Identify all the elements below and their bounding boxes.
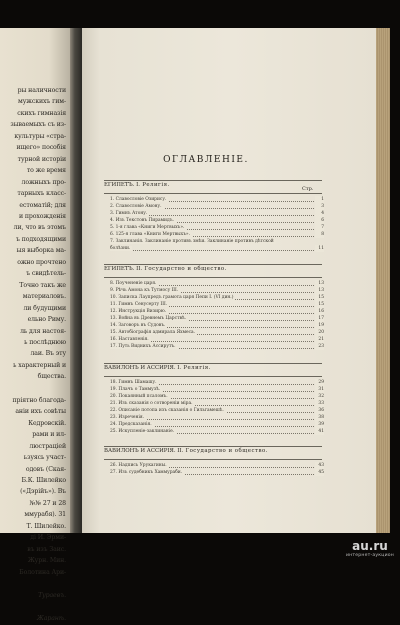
toc-entry <box>104 379 324 386</box>
toc-entry <box>104 393 324 400</box>
toc-entry-page: 4 <box>315 210 324 217</box>
section-rule <box>104 264 322 265</box>
left-page-text <box>0 85 66 625</box>
toc-entry-page: 3 <box>315 203 324 210</box>
toc-entry-page: 15 <box>315 294 324 301</box>
toc-entry-title: 13. Война въ Древнемъ Царствѣ. <box>110 316 187 322</box>
left-page-line: зываемыхъ съ из- <box>10 121 66 129</box>
toc-section-heading <box>104 182 324 188</box>
toc-entry-page: 6 <box>315 217 324 224</box>
toc-entry-page: 7 <box>315 224 324 231</box>
toc-entry <box>104 224 324 231</box>
section-heading-part: ЕГИПЕТЪ. II. <box>104 266 143 272</box>
section-rule <box>104 363 322 364</box>
toc-entry-page: 20 <box>315 329 324 336</box>
toc-entry-list <box>104 462 324 476</box>
toc-entry <box>104 203 324 210</box>
toc-entry <box>104 343 324 350</box>
dot-leader <box>110 250 314 251</box>
toc-entry-page: 29 <box>315 379 324 386</box>
toc-entry-title: 4. Изъ Текстовъ Пирамидъ. <box>110 218 174 224</box>
toc-entry <box>104 400 324 407</box>
left-page-line: ь послѣднюю <box>24 338 66 346</box>
toc-entry-title: 1. Славословіе Озирису. <box>110 197 167 202</box>
toc-entry <box>104 196 324 203</box>
toc-entry-list <box>104 280 324 350</box>
toc-entry-title: 2. Славословіе Амону. <box>110 204 162 210</box>
left-page-line: ложныхъ про- <box>21 178 66 186</box>
left-page-line: ельно Риму. <box>27 316 66 324</box>
toc-entry-title: 8. Поучененіе царя. <box>110 281 157 286</box>
toc-entry <box>104 428 324 435</box>
toc-entry-title: 20. Покаянный псаломъ. <box>110 394 168 400</box>
left-page-line: ры наличности <box>17 87 66 94</box>
toc-entry-page: 13 <box>315 287 324 294</box>
left-page-line: въ изъ Заис. <box>27 545 66 553</box>
toc-entry-page: 33 <box>315 400 324 407</box>
toc-entry-title: 26. Надпись Урукагины. <box>110 463 167 468</box>
toc-entry <box>104 245 324 252</box>
left-page-line: скихъ гимназія <box>17 109 66 117</box>
left-page-line: мужскихъ гим- <box>18 98 66 106</box>
toc-entry-title: 11. Гимнъ Сенусерту III. <box>110 302 168 308</box>
toc-entry-title: 17. Путь Виднихъ Ассирутъ. <box>110 344 176 350</box>
section-heading-part: ЕГИПЕТЪ. I. <box>104 182 140 188</box>
toc-entry-page: 31 <box>315 386 324 393</box>
section-rule <box>104 277 322 278</box>
left-page-line: то же время <box>26 167 66 175</box>
left-page-line: ді И. Эрми- <box>30 534 66 542</box>
left-page-line: материаловъ. <box>22 293 66 301</box>
left-page-line: Журн. Мин. <box>27 557 66 565</box>
toc-section-heading <box>104 365 324 371</box>
left-page-line: рами и ил- <box>32 431 66 439</box>
left-page-line: турной исторіи <box>17 155 66 163</box>
left-page-line: ли будущими <box>23 304 66 312</box>
left-page-line: Б.К. Шилейко <box>21 476 66 484</box>
toc-entry-page: 41 <box>315 428 324 435</box>
toc-entry-page: 39 <box>315 421 324 428</box>
toc-entry-page: 23 <box>315 343 324 350</box>
toc-entry-page: 43 <box>315 462 324 469</box>
left-page-line: тарныхъ класс- <box>17 190 66 198</box>
left-page-line: Кедровскій. <box>28 419 66 427</box>
toc-entry <box>104 287 324 294</box>
watermark-tagline: интернет-аукцион <box>345 553 394 558</box>
left-page-line: аніи ихъ совѣты <box>15 408 66 416</box>
toc-entry-title: 9. Рѣчь Амона къ Тутмосу III. <box>110 288 179 294</box>
toc-title: ОГЛАВЛЕНІЕ. <box>163 155 249 165</box>
section-rule <box>104 446 322 447</box>
section-heading-part: ВАВИЛОНЪ И АССИРІЯ. I. <box>104 365 182 371</box>
left-page-line: лаи. Въ эту <box>30 350 66 358</box>
left-page-line: ь характерный и <box>13 361 66 369</box>
toc-entry-page: 36 <box>315 407 324 414</box>
toc-entry <box>104 294 324 301</box>
left-page-line: ммурабя). 31 <box>24 511 66 519</box>
toc-entry-title: болѣзни. <box>110 246 131 252</box>
toc-entry <box>104 386 324 393</box>
left-page-line: и прохожденія <box>19 212 66 220</box>
toc-entry-title: 16. Наставленія. <box>110 337 149 343</box>
toc-entry-title: 22. Описаніе потопа изъ сказанія о Гильгамешѣ. <box>110 408 224 414</box>
left-page-line: культуры «стра- <box>14 132 66 140</box>
toc-entry-page: 8 <box>315 231 324 238</box>
section-heading-topic: Государство и общество. <box>142 266 227 272</box>
book-gutter <box>70 28 82 533</box>
left-page-line: ищего» пособія <box>16 144 66 152</box>
toc-entry-title: 25. Искупленіе-заклинаніе. <box>110 429 175 435</box>
toc-entry-title: 21. Изъ сказанія о сотвореніи міра. <box>110 401 193 407</box>
toc-entry <box>104 469 324 476</box>
left-page-line: люстраціей <box>29 442 66 450</box>
toc-entry <box>104 421 324 428</box>
section-heading-topic: Религія. <box>140 182 170 188</box>
toc-entry-title: 14. Заговоръ въ Судовъ. <box>110 323 166 329</box>
left-page-line: Точно такъ же <box>19 281 66 289</box>
toc-entry <box>104 462 324 469</box>
toc-entry <box>104 329 324 336</box>
toc-entry <box>104 315 324 322</box>
toc-entry-title: 23. Изреченія. <box>110 415 145 421</box>
toc-section-heading <box>104 266 324 272</box>
left-page-line: естоматій; для <box>19 201 66 209</box>
toc-entry-title: 15. Автобіографія адмирала Яхмеса. <box>110 330 196 336</box>
toc-entry-page: 38 <box>315 414 324 421</box>
toc-entry-title: 3. Гимнъ Атону. <box>110 211 148 217</box>
section-heading-topic: Государство и общество. <box>183 448 268 454</box>
toc-entry-title: 24. Предсказанія. <box>110 422 152 428</box>
toc-entry <box>104 231 324 238</box>
toc-entry-page: 1 <box>315 196 324 203</box>
toc-section-heading <box>104 448 324 454</box>
toc-entry <box>104 301 324 308</box>
page-edges <box>376 28 390 533</box>
toc-entry-page: 45 <box>315 469 324 476</box>
toc-entry <box>104 238 324 245</box>
left-page-line: пріятно благода- <box>12 396 66 404</box>
toc-entry <box>104 322 324 329</box>
left-page-line: ыя выборка ма- <box>16 247 66 255</box>
toc-entry-title: 7. Заклинанія. Заклинаніе противъ змѣи. Заклинаніе противъ дѣтской <box>110 239 274 245</box>
left-page-line: одовъ (Ская- <box>25 465 66 473</box>
section-rule <box>104 193 322 194</box>
section-rule <box>104 180 322 181</box>
section-rule <box>104 376 322 377</box>
left-page-signature: Тураевъ. <box>38 592 66 600</box>
toc-entry <box>104 407 324 414</box>
left-page-line: Болотина Ари- <box>19 568 66 576</box>
toc-entry-list <box>104 196 324 252</box>
left-page-line: ъ свидѣтель- <box>26 270 66 278</box>
left-page-spacer <box>0 578 66 590</box>
section-heading-part: ВАВИЛОНЪ И АССИРІЯ. II. <box>104 448 184 454</box>
left-page-line: ъ подходящими <box>15 235 66 243</box>
left-page-line: ль для настоя- <box>20 327 66 335</box>
left-page-line: («Дэрійъ»). Въ <box>20 488 66 496</box>
watermark-logo <box>341 540 399 559</box>
toc-entry-title: 19. Плачъ о Таммузѣ. <box>110 387 161 393</box>
toc-entry-page: 17 <box>315 315 324 322</box>
toc-entry-page: 16 <box>315 308 324 315</box>
left-page-line: №№ 27 и 28 <box>29 499 66 507</box>
toc-entry-title: 6. 125-я глава «Книги Мертвыхъ». <box>110 232 191 238</box>
toc-entry-title: 10. Записка Лаупредъ грамота царя Пепи I. (VI дин.) <box>110 295 234 301</box>
toc-entry <box>104 280 324 287</box>
section-heading-topic: Религія. <box>181 365 211 371</box>
toc-entry-page: 19 <box>315 322 324 329</box>
toc-entry <box>104 308 324 315</box>
left-page-line: ьзуясь участ- <box>23 454 66 462</box>
toc-entry <box>104 414 324 421</box>
toc-entry <box>104 336 324 343</box>
left-page-line: бщества. <box>37 373 66 381</box>
toc-entry-title: 27. Изъ судебникъ Хаммураби. <box>110 470 183 476</box>
toc-entry-page: 21 <box>315 336 324 343</box>
toc-entry <box>104 210 324 217</box>
left-page-signature: Жаранѣ. <box>36 615 66 623</box>
toc-entry-title: 18. Гимнъ Шамашу. <box>110 380 157 385</box>
left-page <box>0 28 70 623</box>
toc-entry-page: 13 <box>315 280 324 287</box>
left-page-line: ли, что въ этомъ <box>13 224 66 232</box>
left-page-line: Т. Шилейко. <box>26 522 66 530</box>
toc-entry <box>104 217 324 224</box>
toc-entry-list <box>104 379 324 435</box>
left-page-line <box>0 383 66 395</box>
left-page-spacer <box>0 601 66 613</box>
section-rule <box>104 459 322 460</box>
toc-entry-title: 12. Инструкція Визирю. <box>110 309 167 315</box>
toc-entry-page: 15 <box>315 301 324 308</box>
toc-entry-page: 11 <box>315 245 324 252</box>
toc-entry-title: 5. 1-я глава «Книги Мертвыхъ». <box>110 225 185 231</box>
watermark-brand: au.ru <box>352 539 388 553</box>
page-column-header: Стр. <box>302 186 314 192</box>
left-page-line: ожно прочтено <box>17 258 66 266</box>
toc-entry-page: 32 <box>315 393 324 400</box>
